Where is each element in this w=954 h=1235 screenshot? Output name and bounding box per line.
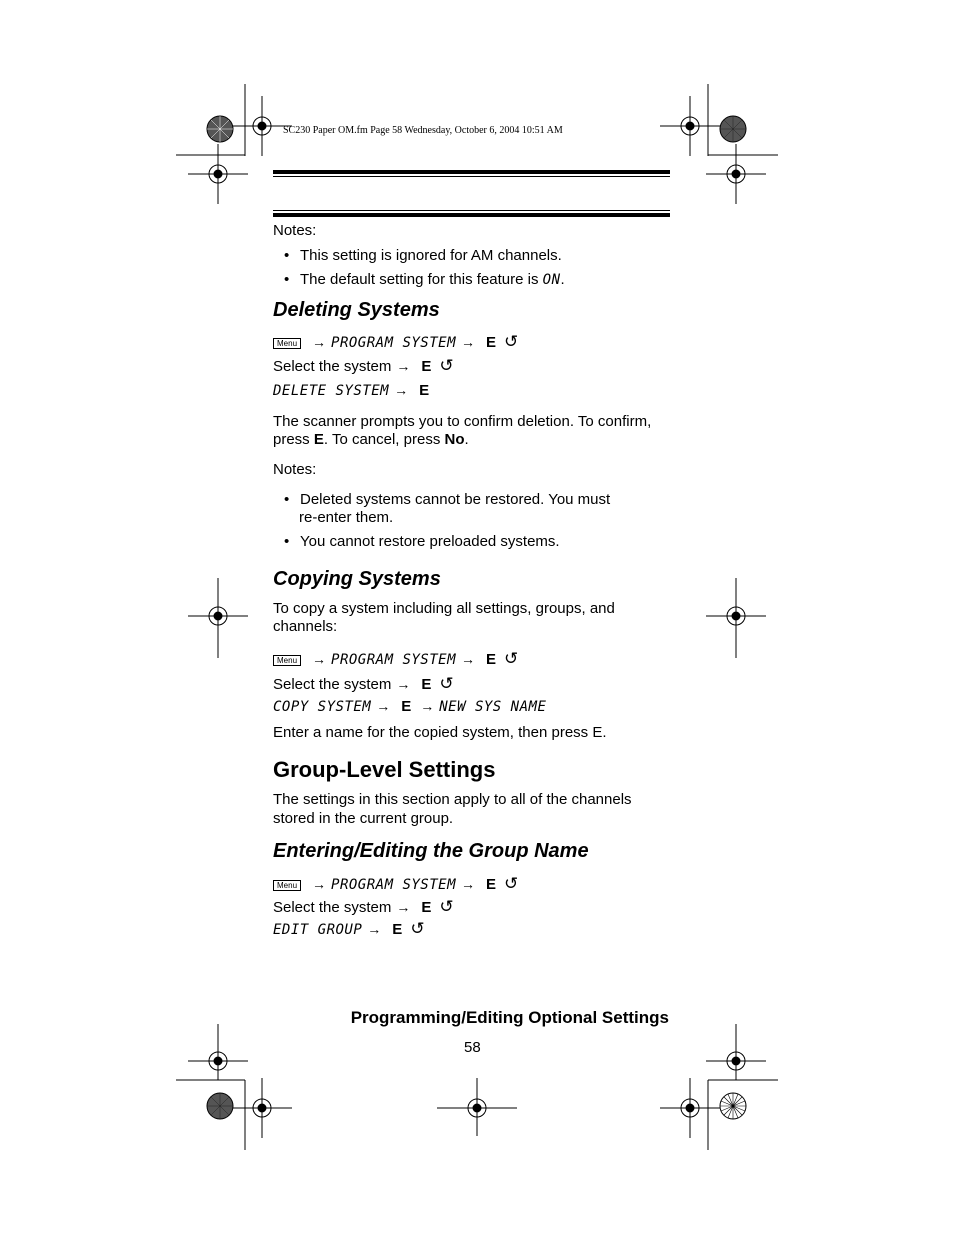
lcd-text: PROGRAM SYSTEM [331, 652, 457, 668]
starburst-icon [719, 115, 747, 143]
e-key: E [486, 651, 497, 668]
footer-section-title: Programming/Editing Optional Settings [350, 1008, 669, 1027]
rotate-icon: ↺ [504, 874, 519, 893]
arrow-icon: → [376, 698, 391, 714]
paragraph-line: press E. To cancel, press No. [273, 431, 469, 448]
section-title: Entering/Editing the Group Name [273, 840, 589, 862]
paragraph-line: channels: [273, 618, 338, 635]
paragraph-line: The settings in this section apply to all of the channels [273, 791, 632, 808]
e-key: E [421, 676, 432, 693]
rotate-icon: ↺ [439, 897, 454, 916]
key-sequence: Select the system → E ↺ [273, 674, 454, 693]
key-sequence [273, 381, 433, 400]
arrow-icon: → [420, 698, 435, 714]
default-value: ON [542, 272, 561, 288]
starburst-icon [719, 1092, 747, 1120]
arrow-icon: → [396, 676, 411, 692]
arrow-icon: → [396, 899, 411, 915]
rotate-icon: ↺ [439, 356, 454, 375]
arrow-icon: → [312, 651, 327, 667]
crosshair-icon [660, 1078, 720, 1138]
file-info-header: SC230 Paper OM.fm Page 58 Wednesday, October 6, 2004 10:51 AM [283, 125, 563, 136]
e-key: E [419, 382, 430, 399]
e-key: E [401, 698, 412, 715]
starburst-icon [206, 1092, 234, 1120]
bullet-glyph: • [284, 247, 290, 264]
top-rule [273, 170, 670, 174]
menu-key: Menu [273, 338, 301, 349]
lcd-text: DELETE SYSTEM [273, 383, 390, 399]
lcd-text: EDIT GROUP [273, 922, 363, 938]
e-key: E [486, 876, 497, 893]
arrow-icon: → [394, 382, 409, 398]
rotate-icon: ↺ [504, 649, 519, 668]
crosshair-icon [188, 578, 248, 658]
e-key: E [421, 358, 432, 375]
key-sequence [273, 650, 518, 669]
key-sequence: Select the system → E ↺ [273, 356, 454, 375]
bullet-glyph: • [284, 491, 290, 508]
arrow-icon: → [367, 921, 382, 937]
section-title: Copying Systems [273, 568, 441, 590]
lcd-text: PROGRAM SYSTEM [331, 877, 457, 893]
lcd-text: NEW SYS NAME [439, 699, 547, 715]
paragraph-line: The scanner prompts you to confirm deletion. To confirm, [273, 413, 652, 430]
arrow-icon: → [461, 334, 476, 350]
key-sequence [273, 920, 425, 939]
crosshair-icon [188, 144, 248, 204]
notes-label: Notes: [273, 461, 317, 478]
key-sequence [273, 875, 518, 894]
rotate-icon: ↺ [410, 919, 425, 938]
arrow-icon: → [312, 876, 327, 892]
paragraph-line: Enter a name for the copied system, then press E. [273, 724, 607, 741]
rotate-icon: ↺ [504, 332, 519, 351]
list-item-continuation: re-enter them. [299, 509, 394, 526]
lcd-text: PROGRAM SYSTEM [331, 335, 457, 351]
crosshair-icon [706, 144, 766, 204]
list-item: • You cannot restore preloaded systems. [284, 533, 560, 550]
paragraph-line: stored in the current group. [273, 810, 454, 827]
menu-key: Menu [273, 655, 301, 666]
list-item: • The default setting for this feature is ON. [284, 271, 565, 288]
section-title: Deleting Systems [273, 299, 440, 321]
crosshair-icon [232, 1078, 292, 1138]
list-item: • This setting is ignored for AM channels. [284, 247, 562, 264]
arrow-icon: → [312, 334, 327, 350]
arrow-icon: → [396, 358, 411, 374]
menu-key: Menu [273, 880, 301, 891]
crosshair-icon [437, 1078, 517, 1138]
notes-label: Notes: [273, 222, 317, 239]
list-item: • Deleted systems cannot be restored. You must [284, 491, 611, 508]
lcd-text: COPY SYSTEM [273, 699, 372, 715]
page-number: 58 [464, 1039, 481, 1056]
bullet-glyph: • [284, 533, 290, 550]
section-rule [273, 213, 670, 217]
bullet-glyph: • [284, 271, 290, 288]
chapter-title: Group-Level Settings [273, 757, 496, 782]
starburst-icon [206, 115, 234, 143]
arrow-icon: → [461, 876, 476, 892]
top-rule-thin [273, 176, 670, 177]
key-sequence [273, 333, 518, 352]
e-key: E [392, 921, 403, 938]
key-sequence [273, 697, 546, 716]
e-key: E [486, 334, 497, 351]
e-key: E [421, 899, 432, 916]
rotate-icon: ↺ [439, 674, 454, 693]
section-rule-thin [273, 210, 670, 211]
key-sequence: Select the system → E ↺ [273, 897, 454, 916]
paragraph-line: To copy a system including all settings, groups, and [273, 600, 615, 617]
arrow-icon: → [461, 651, 476, 667]
crosshair-icon [706, 578, 766, 658]
